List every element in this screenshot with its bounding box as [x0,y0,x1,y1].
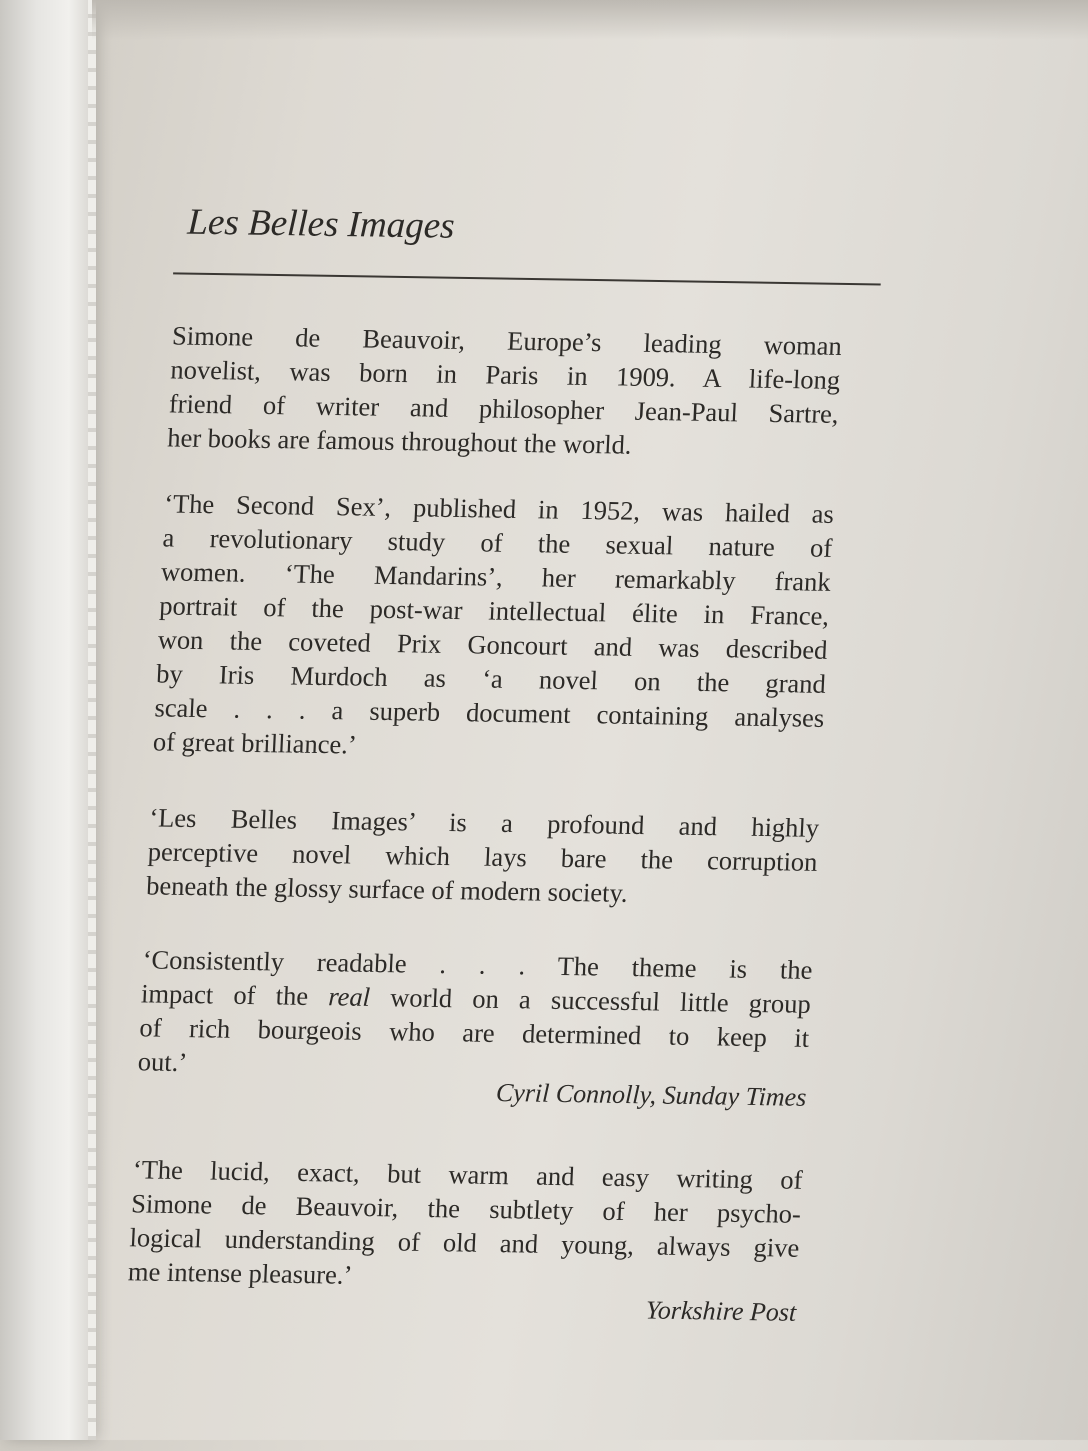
text-line: logical understanding of old and young, always give [128,1222,800,1263]
text-line: women. ‘The Mandarins’, her remarkably frank [160,556,832,597]
text-line: won the coveted Prix Goncourt and was described [157,624,829,665]
text-line: beneath the glossy surface of modern society. [145,870,629,908]
text-line: of rich bourgeois who are determined to keep it [138,1012,810,1053]
text-line: ‘Consistently readable . . . The theme is the [142,944,814,985]
text-line: portrait of the post-war intellectual élite in France, [158,590,830,631]
text-line: Simone de Beauvoir, Europe’s leading woman [171,320,843,361]
page-title: Les Belles Images [186,201,456,247]
book-page [92,0,869,1451]
paragraph-bio [167,318,843,465]
text-line: out.’ [137,1046,188,1078]
paragraph-novel [145,800,819,913]
text-line: by Iris Murdoch as ‘a novel on the grand [155,658,827,699]
text-line: a revolutionary study of the sexual nature of [161,522,833,563]
text-line: scale . . . a superb document containing analyses [153,692,825,733]
quote-yorkshire [127,1152,803,1299]
text-line: ‘Les Belles Images’ is a profound and highly [148,802,820,843]
paragraph-works [152,486,834,768]
attribution-yorkshire: Yorkshire Post [645,1295,797,1327]
attribution-connolly: Cyril Connolly, Sunday Times [495,1077,808,1112]
text-line: perceptive novel which lays bare the corruption [147,836,819,877]
text-line: ‘The lucid, exact, but warm and easy writing of [132,1154,804,1195]
adjacent-page-edge [0,0,92,1440]
text-line: her books are famous throughout the world. [166,422,633,460]
text-line: novelist, was born in Paris in 1909. A life-long [169,354,841,395]
text-line: me intense pleasure.’ [127,1256,354,1290]
text-line: impact of the real world on a successful little group [140,978,812,1019]
quote-connolly [137,942,813,1089]
text-line: of great brilliance.’ [152,726,358,760]
text-line: friend of writer and philosopher Jean-Paul Sartre, [168,388,840,429]
title-rule [173,272,881,285]
text-line: ‘The Second Sex’, published in 1952, was hailed as [163,488,835,529]
text-line: Simone de Beauvoir, the subtlety of her psycho- [130,1188,802,1229]
